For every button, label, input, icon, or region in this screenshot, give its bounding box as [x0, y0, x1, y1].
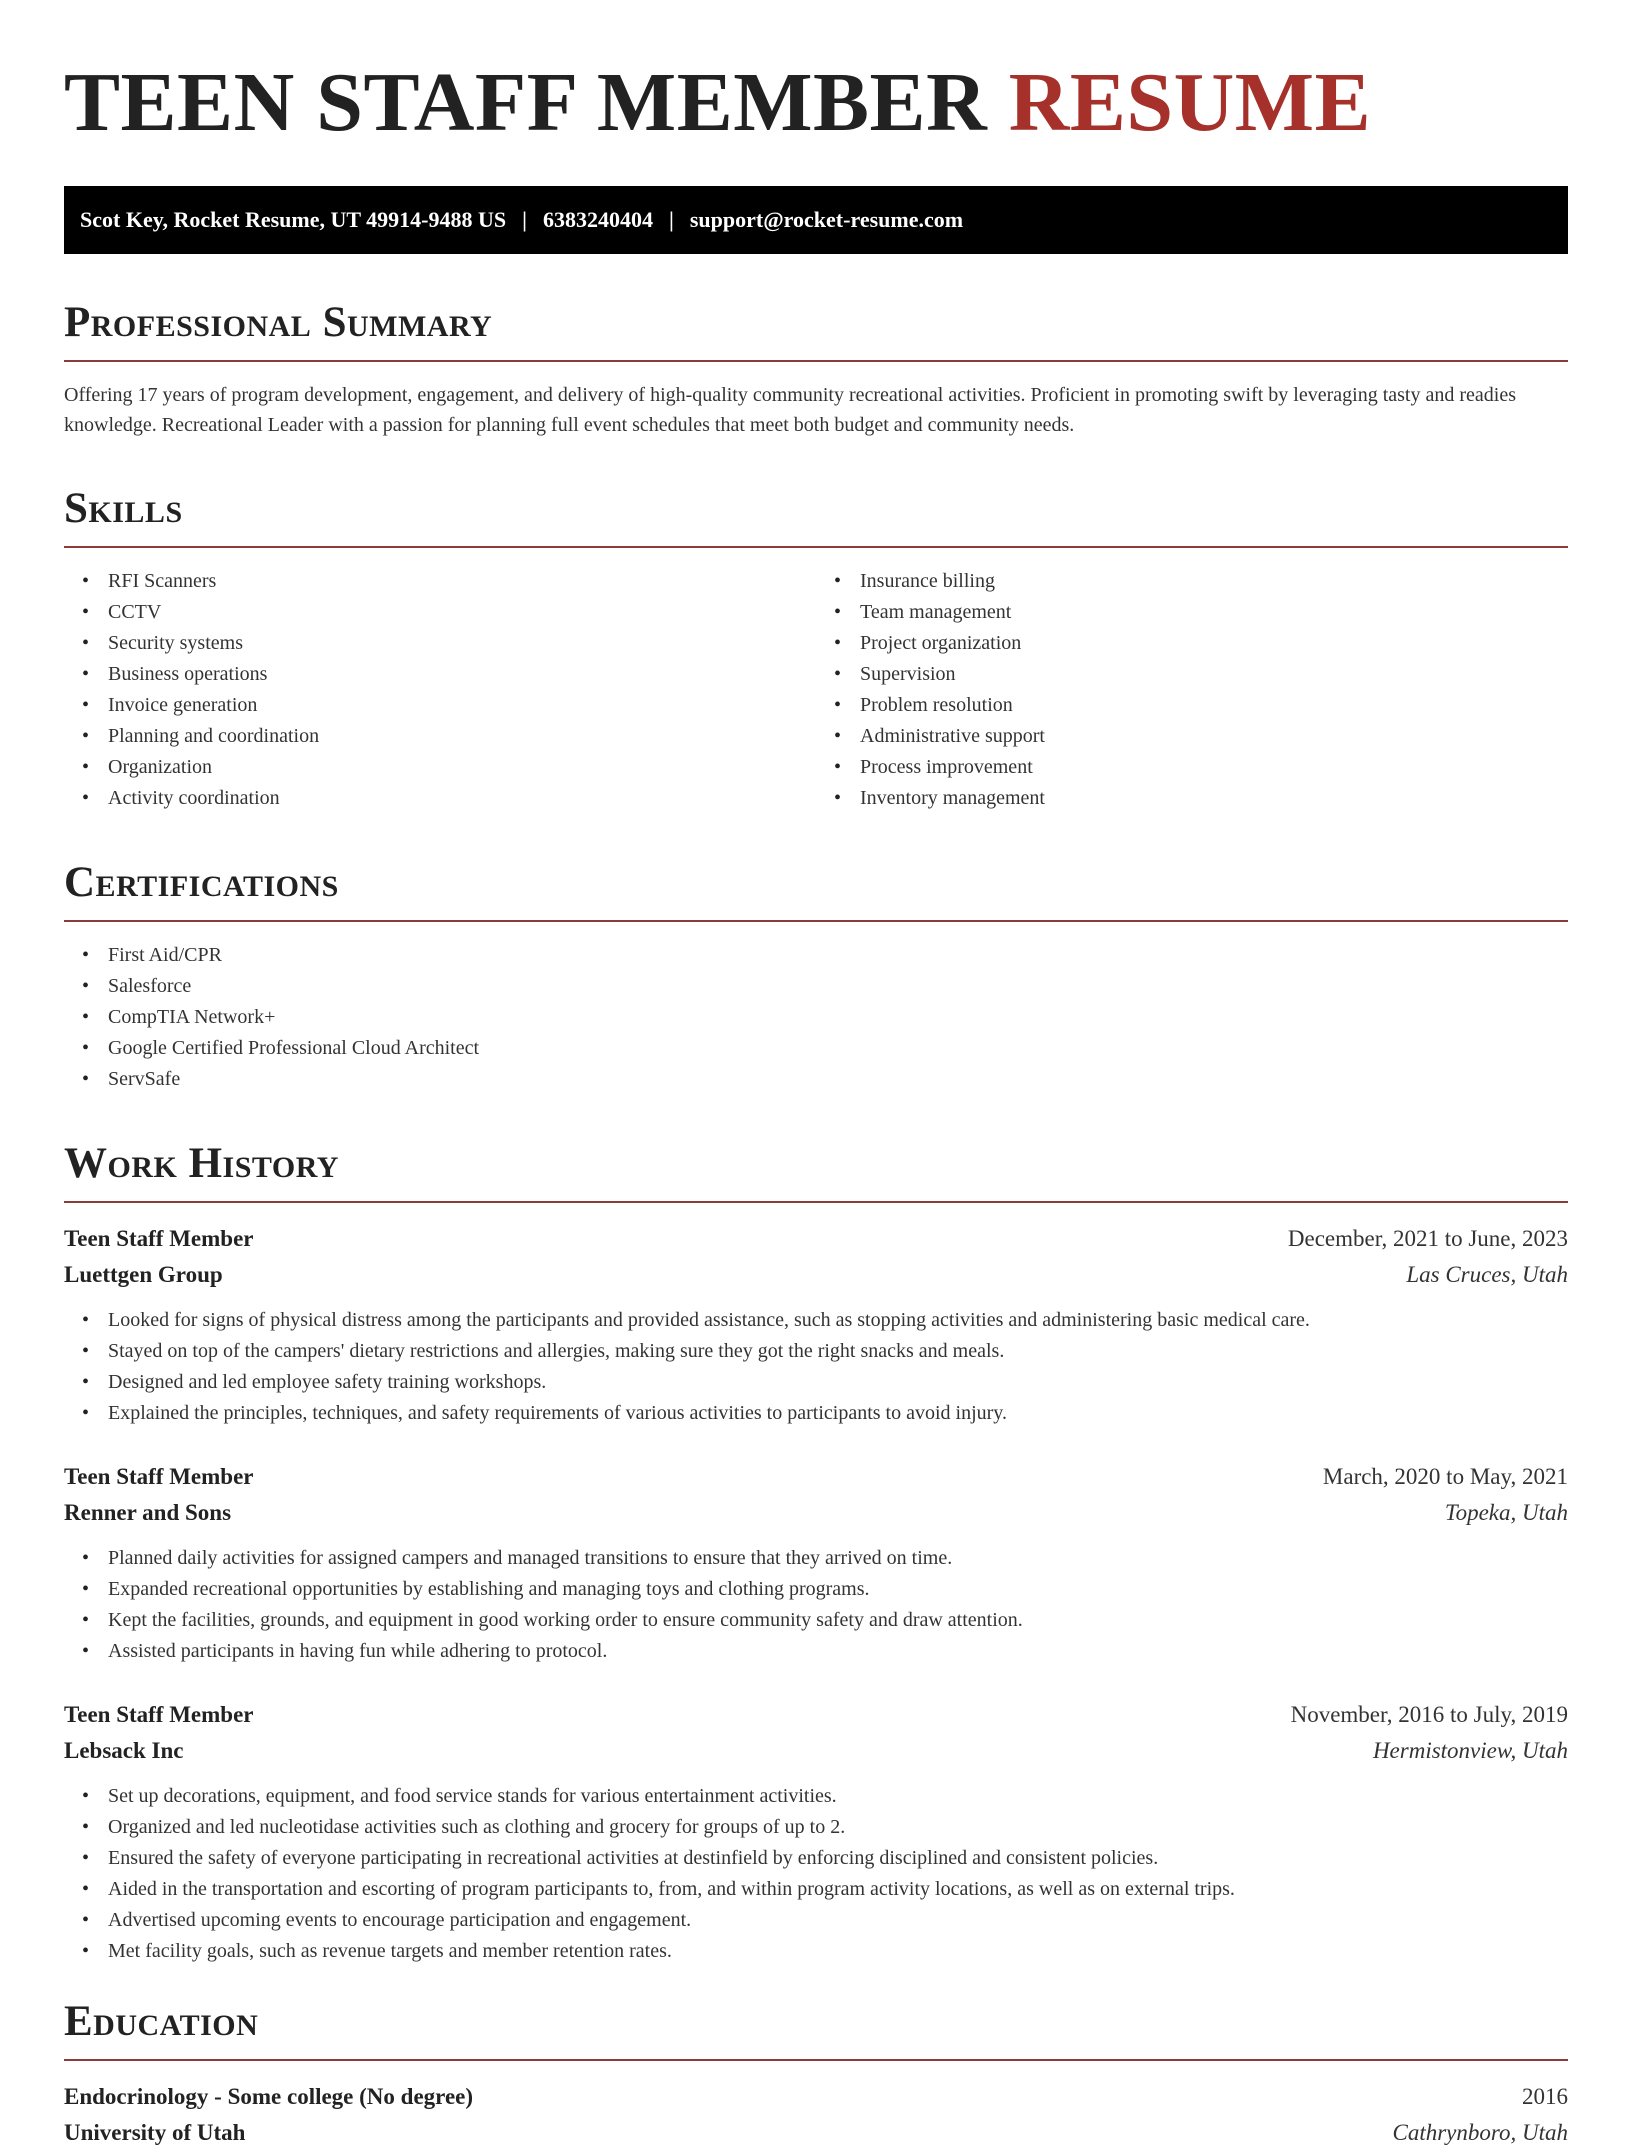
- skills-column-right: [816, 566, 1568, 814]
- skill-item: • Activity coordination: [108, 783, 816, 814]
- job-duty: • Explained the principles, techniques, and safety requirements of various activities to participants to avoid injury.: [108, 1398, 1568, 1429]
- contact-email[interactable]: support@rocket-resume.com: [689, 207, 964, 232]
- job-entry: [64, 1221, 1568, 1429]
- education-degree: Endocrinology - Some college (No degree): [64, 2084, 474, 2109]
- job-company: Lebsack Inc: [64, 1738, 184, 1763]
- job-duty: • Stayed on top of the campers' dietary restrictions and allergies, making sure they got the right snacks and meals.: [108, 1336, 1568, 1367]
- education-section: [64, 1997, 1568, 2151]
- job-duty: • Planned daily activities for assigned campers and managed transitions to ensure that they arrived on time.: [108, 1543, 1568, 1574]
- job-header: [64, 1697, 1568, 1733]
- resume-title: [64, 58, 1568, 148]
- job-company: Renner and Sons: [64, 1500, 232, 1525]
- certifications-heading: Certifications: [64, 859, 339, 906]
- education-subheader: [64, 2115, 1568, 2151]
- education-heading: Education: [64, 1998, 259, 2045]
- education-school: University of Utah: [64, 2120, 246, 2145]
- skill-item: • Problem resolution: [860, 690, 1568, 721]
- job-duties-list: [64, 1543, 1568, 1667]
- job-entry: [64, 1697, 1568, 1967]
- section-divider: [64, 360, 1568, 362]
- job-duty: • Designed and led employee safety training workshops.: [108, 1367, 1568, 1398]
- job-header: [64, 1221, 1568, 1257]
- job-company: Luettgen Group: [64, 1262, 223, 1287]
- job-entry: [64, 1459, 1568, 1667]
- skill-item: • Inventory management: [860, 783, 1568, 814]
- job-duty: • Met facility goals, such as revenue targets and member retention rates.: [108, 1936, 1568, 1967]
- job-subheader: [64, 1733, 1568, 1769]
- job-duty: • Aided in the transportation and escorting of program participants to, from, and within program activity locations, as well as on external trips.: [108, 1874, 1568, 1905]
- education-year: 2016: [1522, 2084, 1568, 2109]
- job-dates: March, 2020 to May, 2021: [1322, 1464, 1568, 1489]
- skills-grid: [64, 566, 1568, 814]
- education-header: [64, 2079, 1568, 2115]
- certification-item: • ServSafe: [108, 1064, 1568, 1095]
- skill-item: • Administrative support: [860, 721, 1568, 752]
- skill-item: • Project organization: [860, 628, 1568, 659]
- job-duty: • Organized and led nucleotidase activities such as clothing and grocery for groups of up to 2.: [108, 1812, 1568, 1843]
- skills-list-left: [64, 566, 816, 814]
- job-duty: • Looked for signs of physical distress among the participants and provided assistance, such as stopping activities and administering basic medical care.: [108, 1305, 1568, 1336]
- job-header: [64, 1459, 1568, 1495]
- contact-phone: 6383240404: [542, 207, 653, 232]
- section-divider: [64, 2059, 1568, 2061]
- job-title: Teen Staff Member: [64, 1702, 254, 1727]
- skills-heading: Skills: [64, 485, 183, 532]
- summary-section: [64, 298, 1568, 440]
- certification-item: • Salesforce: [108, 971, 1568, 1002]
- job-location: Las Cruces, Utah: [1406, 1262, 1568, 1287]
- job-location: Topeka, Utah: [1444, 1500, 1568, 1525]
- skill-item: • CCTV: [108, 597, 816, 628]
- skills-list-right: [816, 566, 1568, 814]
- section-divider: [64, 546, 1568, 548]
- job-duties-list: [64, 1781, 1568, 1967]
- title-main: TEEN STAFF MEMBER: [64, 56, 988, 149]
- certifications-section: [64, 858, 1568, 1095]
- certification-item: • First Aid/CPR: [108, 940, 1568, 971]
- contact-separator: |: [668, 207, 674, 232]
- job-duty: • Kept the facilities, grounds, and equipment in good working order to ensure community safety and draw attention.: [108, 1605, 1568, 1636]
- job-duty: • Assisted participants in having fun while adhering to protocol.: [108, 1636, 1568, 1667]
- skill-item: • Security systems: [108, 628, 816, 659]
- contact-address: Scot Key, Rocket Resume, UT 49914-9488 US: [80, 207, 507, 232]
- work-history-section: [64, 1139, 1568, 1967]
- skill-item: • Insurance billing: [860, 566, 1568, 597]
- job-location: Hermistonview, Utah: [1372, 1738, 1568, 1763]
- job-title: Teen Staff Member: [64, 1226, 254, 1251]
- certifications-list: [64, 940, 1568, 1095]
- job-dates: December, 2021 to June, 2023: [1287, 1226, 1568, 1251]
- job-dates: November, 2016 to July, 2019: [1290, 1702, 1568, 1727]
- skill-item: • Process improvement: [860, 752, 1568, 783]
- certification-item: • Google Certified Professional Cloud Architect: [108, 1033, 1568, 1064]
- skills-column-left: [64, 566, 816, 814]
- job-duties-list: [64, 1305, 1568, 1429]
- job-title: Teen Staff Member: [64, 1464, 254, 1489]
- skill-item: • Supervision: [860, 659, 1568, 690]
- skill-item: • Invoice generation: [108, 690, 816, 721]
- job-subheader: [64, 1257, 1568, 1293]
- skills-section: [64, 484, 1568, 814]
- education-location: Cathrynboro, Utah: [1392, 2120, 1568, 2145]
- skill-item: • RFI Scanners: [108, 566, 816, 597]
- section-divider: [64, 1201, 1568, 1203]
- skill-item: • Team management: [860, 597, 1568, 628]
- certification-item: • CompTIA Network+: [108, 1002, 1568, 1033]
- contact-separator: |: [522, 207, 527, 232]
- job-subheader: [64, 1495, 1568, 1531]
- job-duty: • Ensured the safety of everyone participating in recreational activities at destinfield by enforcing disciplined and consistent policies.: [108, 1843, 1568, 1874]
- skill-item: • Business operations: [108, 659, 816, 690]
- job-duty: • Expanded recreational opportunities by establishing and managing toys and clothing programs.: [108, 1574, 1568, 1605]
- job-duty: • Advertised upcoming events to encourage participation and engagement.: [108, 1905, 1568, 1936]
- summary-text: Offering 17 years of program development, engagement, and delivery of high-quality community recreational activities. Proficient in promoting swift by leveraging tasty and readies knowledge. Recreational Leader with a passion for planning full event schedules that meet both budget and community needs.: [64, 384, 1516, 436]
- contact-bar: [64, 186, 1568, 254]
- job-duty: • Set up decorations, equipment, and food service stands for various entertainment activities.: [108, 1781, 1568, 1812]
- skill-item: • Planning and coordination: [108, 721, 816, 752]
- section-divider: [64, 920, 1568, 922]
- title-accent: RESUME: [1008, 56, 1372, 149]
- work-history-heading: Work History: [64, 1140, 339, 1187]
- skill-item: • Organization: [108, 752, 816, 783]
- summary-heading: Professional Summary: [64, 299, 493, 346]
